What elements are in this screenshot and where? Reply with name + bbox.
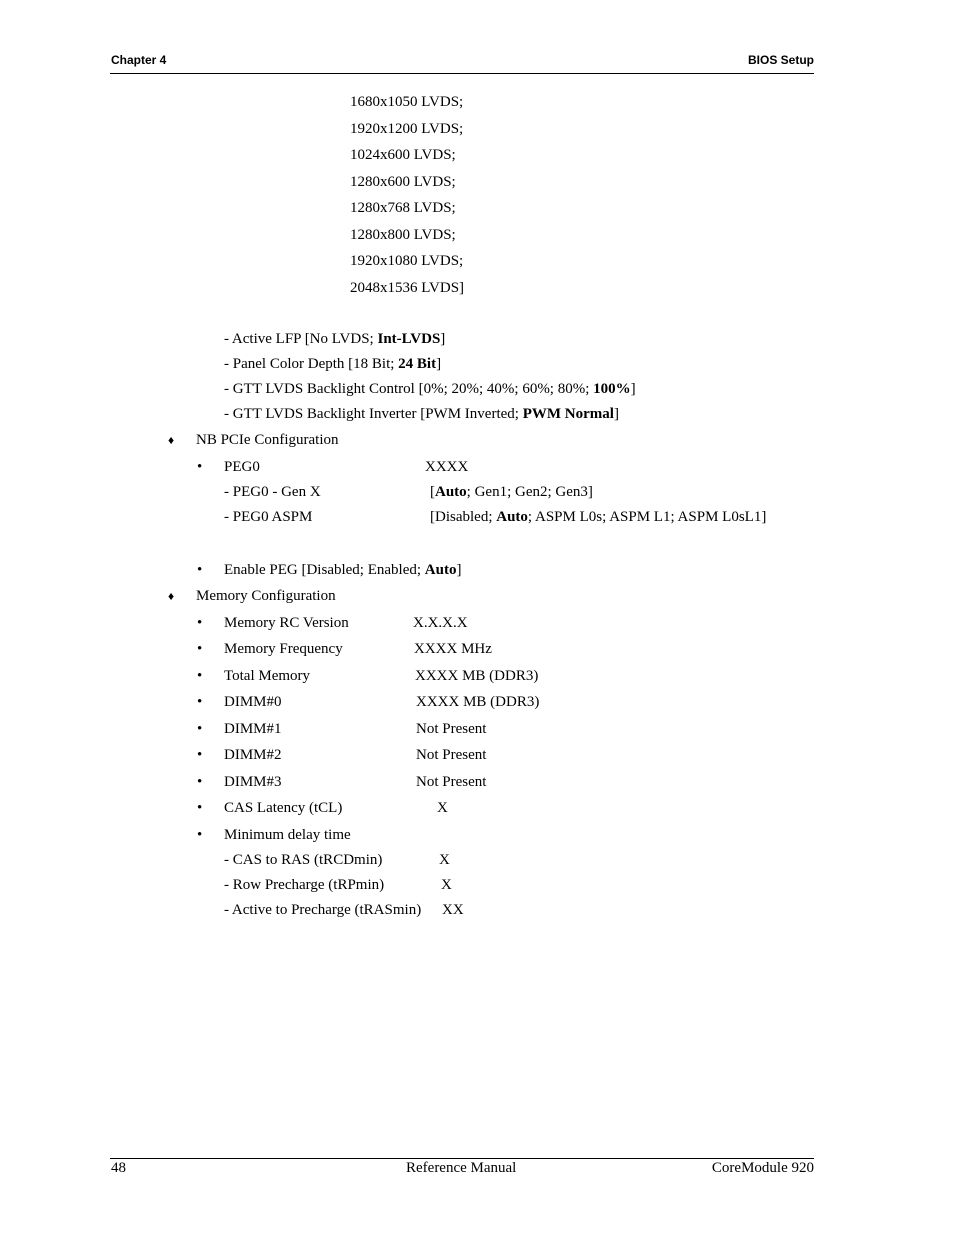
bullet-icon: • [197,641,203,657]
bullet-icon: • [197,615,203,631]
diamond-bullet-icon: ♦ [168,589,175,603]
footer-product: CoreModule 920 [711,1160,814,1176]
bullet-icon: • [197,827,203,843]
backlight-control-option: - GTT LVDS Backlight Control [0%; 20%; 40%; 60%; 80%; 100%] [224,381,636,397]
dimm3-value: Not Present [416,774,487,790]
bullet-icon: • [197,694,203,710]
row-precharge-value: X [441,877,452,893]
resolution-item: 1024x600 LVDS; [350,147,456,163]
cas-to-ras-label: - CAS to RAS (tRCDmin) [224,852,383,868]
active-to-precharge-label: - Active to Precharge (tRASmin) [224,902,422,918]
bullet-icon: • [197,800,203,816]
enable-peg-option: Enable PEG [Disabled; Enabled; Auto] [224,562,462,578]
nb-pcie-heading: NB PCIe Configuration [196,432,339,448]
resolution-item: 1920x1080 LVDS; [350,253,464,269]
bullet-icon: • [197,459,203,475]
header-section: BIOS Setup [747,53,814,67]
bullet-icon: • [197,562,203,578]
bullet-icon: • [197,774,203,790]
header-rule [110,73,814,74]
peg0-gen-label: - PEG0 - Gen X [224,484,321,500]
dimm0-label: DIMM#0 [224,694,282,710]
resolution-item: 1280x600 LVDS; [350,174,456,190]
peg0-aspm-options: [Disabled; Auto; ASPM L0s; ASPM L1; ASPM L0sL1] [430,509,767,525]
cas-latency-label: CAS Latency (tCL) [224,800,343,816]
resolution-item: 2048x1536 LVDS] [350,280,465,296]
memory-frequency-label: Memory Frequency [224,641,343,657]
resolution-item: 1280x768 LVDS; [350,200,456,216]
memory-rc-version-value: X.X.X.X [413,615,468,631]
bullet-icon: • [197,668,203,684]
total-memory-value: XXXX MB (DDR3) [415,668,539,684]
dimm1-value: Not Present [416,721,487,737]
peg0-label: PEG0 [224,459,260,475]
memory-rc-version-label: Memory RC Version [224,615,349,631]
min-delay-label: Minimum delay time [224,827,351,843]
dimm2-label: DIMM#2 [224,747,282,763]
resolution-item: 1680x1050 LVDS; [350,94,464,110]
footer-rule [110,1158,814,1159]
dimm2-value: Not Present [416,747,487,763]
total-memory-label: Total Memory [224,668,311,684]
header-chapter: Chapter 4 [111,53,167,67]
dimm0-value: XXXX MB (DDR3) [416,694,540,710]
cas-to-ras-value: X [439,852,450,868]
backlight-inverter-option: - GTT LVDS Backlight Inverter [PWM Inverted; PWM Normal] [224,406,619,422]
dimm3-label: DIMM#3 [224,774,282,790]
peg0-aspm-label: - PEG0 ASPM [224,509,313,525]
bullet-icon: • [197,747,203,763]
page-number: 48 [111,1160,126,1176]
diamond-bullet-icon: ♦ [168,433,175,447]
cas-latency-value: X [437,800,448,816]
row-precharge-label: - Row Precharge (tRPmin) [224,877,385,893]
peg0-value: XXXX [425,459,469,475]
footer-title: Reference Manual [406,1160,517,1176]
panel-color-depth-option: - Panel Color Depth [18 Bit; 24 Bit] [224,356,442,372]
resolution-item: 1920x1200 LVDS; [350,121,464,137]
active-to-precharge-value: XX [442,902,464,918]
peg0-gen-options: [Auto; Gen1; Gen2; Gen3] [430,484,593,500]
memory-frequency-value: XXXX MHz [414,641,492,657]
bullet-icon: • [197,721,203,737]
memory-config-heading: Memory Configuration [196,588,336,604]
active-lfp-option: - Active LFP [No LVDS; Int-LVDS] [224,331,446,347]
dimm1-label: DIMM#1 [224,721,282,737]
resolution-item: 1280x800 LVDS; [350,227,456,243]
